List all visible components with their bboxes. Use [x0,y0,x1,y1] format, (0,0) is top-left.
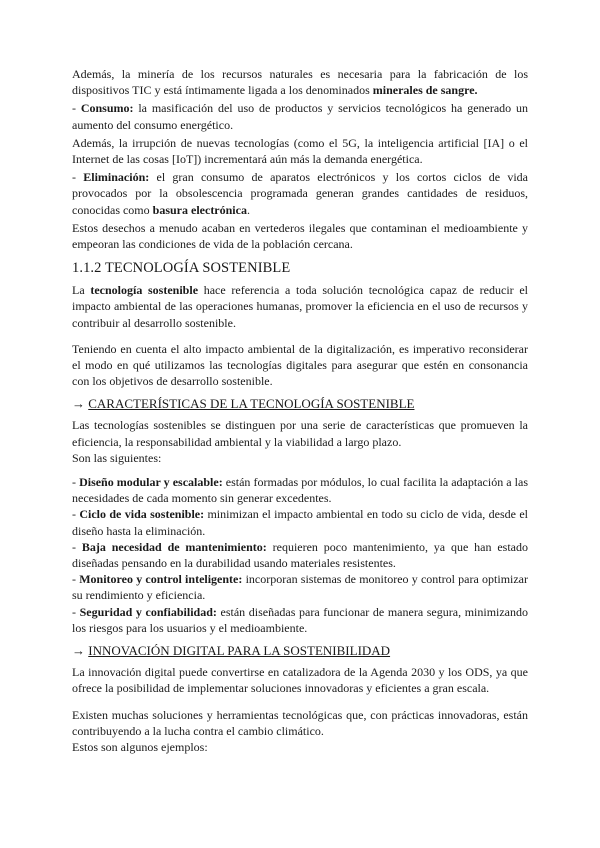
bullet-text: están diseñadas para funcionar de manera segura, minimizando los riesgos para los usuarios y el medioambiente. [72,604,529,635]
paragraph-irrupcion: Además, la irrupción de nuevas tecnologías (como el 5G, la inteligencia artificial [IA] o el Internet de las cosas [IoT]) incrementará aún más la demanda energética. [72,135,528,167]
bullet-label: Eliminación: [83,170,150,185]
bullet-label: Baja necesidad de mantenimiento: [81,539,267,554]
bullet-label: Ciclo de vida sostenible: [79,507,205,522]
subheading-title: INNOVACIÓN DIGITAL PARA LA SOSTENIBILIDAD [88,643,391,659]
list-item [72,474,528,506]
bold-term: basura electrónica [152,202,247,217]
bullet-dash: - [72,101,81,116]
paragraph-caracteristicas-intro2: Son las siguientes: [72,450,162,465]
bullet-dash: - [72,475,80,490]
bullet-dash: - [72,604,80,619]
bullet-text: la masificación del uso de productos y servicios tecnológicos ha generado un aumento del consumo energético. [72,101,528,132]
bullet-consumo [72,100,528,132]
bold-term: minerales de sangre. [372,83,478,98]
bullet-dash: - [72,539,82,554]
bullet-text: incorporan sistemas de monitoreo y control para optimizar su rendimiento y eficiencia. [72,572,529,603]
subheading-caracteristicas [72,395,528,413]
bullet-text: el gran consumo de aparatos electrónicos y los cortos ciclos de vida provocados por la obsolescencia programada generan grandes cantidades de residuos, conocidas como [72,170,528,217]
section-heading: 1.1.2 TECNOLOGÍA SOSTENIBLE [72,260,291,277]
bullet-label: Diseño modular y escalable: [79,475,223,490]
bold-term: tecnología sostenible [90,283,199,298]
bullet-label: Monitoreo y control inteligente: [79,572,243,587]
bullet-text: requieren poco mantenimiento, ya que han estado diseñadas pensando en la durabilidad usando materiales resistentes. [72,539,529,571]
paragraph-digitalizacion: Teniendo en cuenta el alto impacto ambiental de la digitalización, es imperativo reconsiderar el modo en qué utilizamos las tecnologías digitales para asegurar que estén en consonancia con los objetivos de desarrollo sostenible. [72,341,528,389]
bullet-eliminacion [72,169,528,218]
bullet-dash: - [72,170,84,185]
paragraph-desechos: Estos desechos a menudo acaban en vertederos ilegales que contaminan el medioambiente y empeoran las condiciones de vida de la población cercana. [72,220,528,252]
bullet-text: están formadas por módulos, lo cual facilita la adaptación a las necesidades de cada momento sin generar excedentes. [72,475,528,506]
bullet-text: minimizan el impacto ambiental en todo su ciclo de vida, desde el diseño hasta la eliminación. [72,507,528,538]
paragraph-caracteristicas-intro: Las tecnologías sostenibles se distinguen por una serie de características que promueven la eficiencia, la responsabilidad ambiental y la viabilidad a largo plazo. [72,418,528,449]
list-item [72,571,528,603]
paragraph-mineria [72,66,528,98]
document-page [72,66,528,755]
paragraph-innovacion-3: Estos son algunos ejemplos: [72,739,208,754]
paragraph-innovacion-1: La innovación digital puede convertirse en catalizadora de la Agenda 2030 y los ODS, ya que ofrece la posibilidad de implementar soluciones innovadoras y eficientes a gran escala. [72,665,528,696]
subheading-title: CARACTERÍSTICAS DE LA TECNOLOGÍA SOSTENIBLE [88,396,415,412]
paragraph-text: La [72,283,91,298]
arrow-icon: → [72,643,89,659]
bullet-label: Consumo: [80,101,134,116]
bullet-label: Seguridad y confiabilidad: [79,604,217,619]
paragraph-text: Además, la minería de los recursos naturales es necesaria para la fabricación de los dispositivos TIC y está íntimamente ligada a los denominados [72,67,528,98]
list-item [72,539,528,571]
characteristics-list [72,474,528,636]
bullet-dash: - [72,507,80,522]
paragraph-innovacion-2: Existen muchas soluciones y herramientas tecnológicas que, con prácticas innovadoras, están contribuyendo a la lucha contra el cambio climático. [72,707,528,738]
subheading-innovacion [72,642,528,660]
bullet-dash: - [72,572,80,587]
arrow-icon: → [72,396,89,412]
list-item [72,604,528,636]
paragraph-text: hace referencia a toda solución tecnológica capaz de reducir el impacto ambiental de las operaciones humanas, promover la eficiencia en el uso de recursos y contribuir al desarrollo sostenible. [72,283,528,330]
paragraph-tecnologia-sostenible [72,282,528,331]
list-item [72,506,528,538]
punctuation: . [246,202,250,217]
